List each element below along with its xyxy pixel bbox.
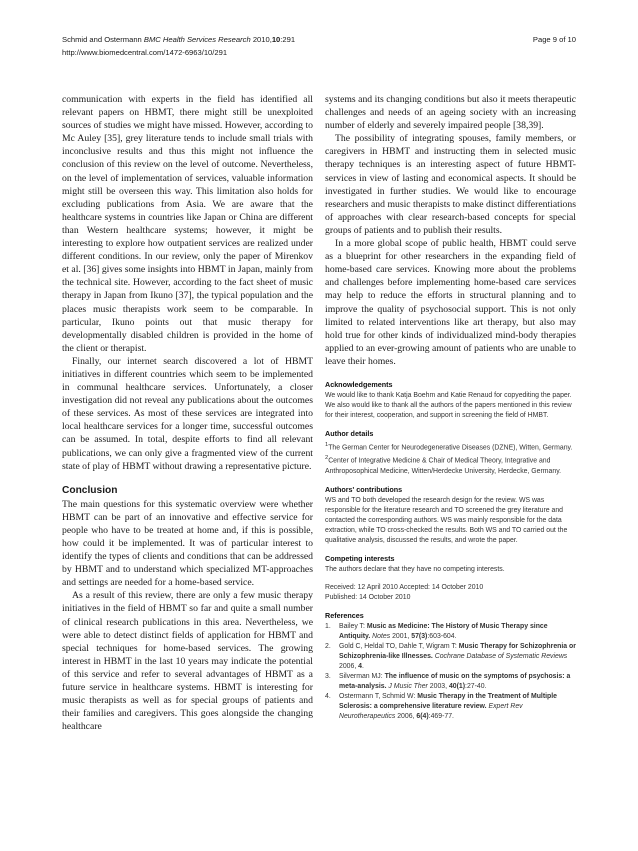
ref-year: 2006,	[339, 662, 359, 670]
aff1-sup: 1	[325, 441, 329, 448]
ref-journal: Expert Rev Neurotherapeutics	[339, 702, 523, 720]
paragraph: The main questions for this systematic overview were whether HBMT can be part of an innovative and effective service for people who have to be treated at home and, if this is possible, how could it be implemented. It was of particular interest to identify the types of clients and conditions that can be addressed by HBMT and to understand which specialized MT-approaches and settings are needed for a home-based service.	[62, 498, 313, 589]
right-column	[325, 93, 576, 722]
header-journal: BMC Health Services Research	[143, 35, 251, 44]
ref-journal: Notes	[370, 632, 391, 640]
ref-pages: .	[362, 662, 364, 670]
ref-journal: J Music Ther	[386, 682, 428, 690]
ref-authors: Silverman MJ:	[339, 672, 385, 680]
paragraph: In a more global scope of public health, HBMT could serve as a blueprint for other researchers in the expanding field of home-based care services. Knowing more about the problems and challenges before implementing home-based care services may help to reduce the efforts in structural planning and to improve the quality of psychosocial support. This is not only limited to related interventions like art therapy, but also may hold true for other kinds of individualized mind-body therapies applied to an ever-growing amount of patients who are unable to leave their homes.	[325, 238, 576, 367]
citation-line	[62, 33, 576, 46]
ref-journal: Cochrane Database of Systematic Reviews	[432, 652, 568, 660]
ref-number: 1.	[325, 622, 331, 630]
ref-authors: Gold C, Heldal TO, Dahle T, Wigram T:	[339, 642, 459, 650]
competing-text: The authors declare that they have no competing interests.	[325, 565, 505, 573]
ref-text	[339, 672, 576, 692]
reference-list	[325, 622, 576, 722]
ref-year: 2001,	[390, 632, 412, 640]
reference-item	[325, 622, 576, 642]
ref-authors: Ostermann T, Schmid W:	[339, 692, 418, 700]
ref-pages: :603-604.	[427, 632, 457, 640]
competing-heading: Competing interests	[325, 553, 395, 563]
ack-text: We would like to thank Katja Boehm and Katie Renaud for copyediting the paper. We also would like to thank all the authors of the papers mentioned in this review for their interest, cooperation, and support in screening the field of HMBT.	[325, 391, 572, 419]
ref-text	[339, 642, 576, 672]
aff2: Center of Integrative Medicine & Chair of Medical Theory, Integrative and Anthroposophical Medicine, Witten/Herdecke University, Herdecke, Germany.	[325, 457, 562, 475]
affiliations	[325, 440, 576, 477]
paragraph: Finally, our internet search discovered a lot of HBMT initiatives in different countries which seem to be implemented in communal healthcare services. Unfortunately, a closer investigation did not reveal any publications about the outcomes of these services. As most of these services are integrated into local healthcare services for a longer time, successful outcomes can be assumed. In total, despite efforts to find all relevant publications, we can only give a fragmented view of the current state of play of HBMT without drawing a representative picture.	[62, 355, 313, 472]
aff2-sup: 2	[325, 455, 329, 462]
ref-title[interactable]: Music Therapy for Schizophrenia or Schizophrenia-like Illnesses.	[339, 642, 576, 660]
paragraph: The possibility of integrating spouses, family members, or caregivers in HBMT and instructing them in selected music therapy techniques is an interesting aspect of future HBMT-services in view of lasting and economical aspects. It should be investigated in further studies. We would like to encourage researchers and music therapists to make distinct differentiations of approaches with clear research-based concepts for special groups of patients and to publish their results.	[325, 133, 576, 236]
ref-pages: :469-77.	[428, 712, 454, 720]
received-dates: Received: 12 April 2010 Accepted: 14 October 2010	[325, 583, 484, 591]
ref-text	[339, 692, 576, 722]
ref-text	[339, 622, 576, 642]
ref-year: 2003,	[427, 682, 449, 690]
ref-number: 2.	[325, 642, 331, 650]
paragraph: As a result of this review, there are only a few music therapy initiatives in the field of HBMT so far and quite a small number of clinical research publications in this area. Nevertheless, we were able to detect distinct fields of application for HBMT and special techniques for home-based services. The growing interest in HBMT in the last 10 years may indicate the potential of this service and refer to several advantages of HBMT as a future service in healthcare systems. HBMT is interesting for music therapists as well as for special groups of patients and their families and caregivers. This goes alongside the changing healthcare	[62, 590, 313, 733]
header-article: :291	[280, 35, 296, 44]
references-heading: References	[325, 610, 364, 620]
paragraph: communication with experts in the field has identified all relevant papers on HBMT, there might still be unexploited sources of studies we might have missed. However, according to Mc Auley [35], grey literature tends to include small trials with inconclusive results and thus this might not influence the conclusion of this review on the level of outcome. Nevertheless, on the level of implementation of services, valuable information might still be overseen this way. This limitation also holds for excluding publications from Asia. We are aware that the healthcare systems in countries like Japan or China are different than Western healthcare systems; however, it might be interesting to explore how outpatient services are realized under different conditions. In our review, only the paper of Mirenkov et al. [36] gives some insights into HBMT in Japan, mainly from the technical site. However, according to the fact sheet of music therapy in Japan from Ikuno [37], the typical population and the places music therapists work seem to be comparable. In particular, Ikuno points out that music therapy for developmentally disabled children is provided in the home of the client or therapist.	[62, 94, 313, 354]
ref-year: 2006,	[395, 712, 417, 720]
published-date: Published: 14 October 2010	[325, 593, 411, 601]
ref-title[interactable]: Music as Medicine: The History of Music Therapy since Antiquity.	[339, 622, 548, 640]
header-authors: Schmid and Ostermann	[62, 35, 142, 44]
aff1: The German Center for Neurodegenerative Diseases (DZNE), Witten, Germany.	[328, 444, 573, 452]
ref-volume: 57(3)	[411, 632, 428, 640]
ref-title[interactable]: The influence of music on the symptoms of psychosis: a meta-analysis.	[339, 672, 571, 690]
ack-heading: Acknowledgements	[325, 379, 393, 389]
reference-item	[325, 672, 576, 692]
header-year: 2010,	[252, 35, 272, 44]
page-number: Page 9 of 10	[532, 35, 576, 44]
header-volume: 10	[271, 35, 281, 44]
author-details-heading: Author details	[325, 428, 374, 438]
ref-number: 3.	[325, 672, 331, 680]
reference-item	[325, 692, 576, 722]
ref-title[interactable]: Music Therapy in the Treatment of Multiple Sclerosis: a comprehensive literature review.	[339, 692, 557, 710]
reference-item	[325, 642, 576, 672]
ref-volume: 6(4)	[416, 712, 429, 720]
contrib-heading: Authors' contributions	[325, 484, 403, 494]
contrib-text: WS and TO both developed the research design for the review. WS was responsible for the literature research and TO screened the grey literature and contacted the corresponding authors. WS was mainly responsible for the data extraction, while TO cross-checked the results. Both WS and TO carried out the qualitative analysis, discussed the results, and wrote the paper.	[325, 496, 568, 544]
section-heading-conclusion: Conclusion	[62, 484, 118, 496]
ref-number: 4.	[325, 692, 331, 700]
left-column	[62, 93, 313, 733]
running-header	[62, 33, 576, 59]
paragraph: systems and its changing conditions but also it meets therapeutic challenges and needs of an ageing society with an increasing number of elderly and severely impaired people [38,39].	[325, 94, 576, 132]
back-matter	[325, 380, 576, 722]
ref-volume: 4	[358, 662, 363, 670]
ref-pages: :27-40.	[465, 682, 487, 690]
ref-volume: 40(1)	[448, 682, 466, 690]
header-url[interactable]: http://www.biomedcentral.com/1472-6963/10/291	[62, 48, 228, 57]
ref-authors: Bailey T:	[339, 622, 367, 630]
